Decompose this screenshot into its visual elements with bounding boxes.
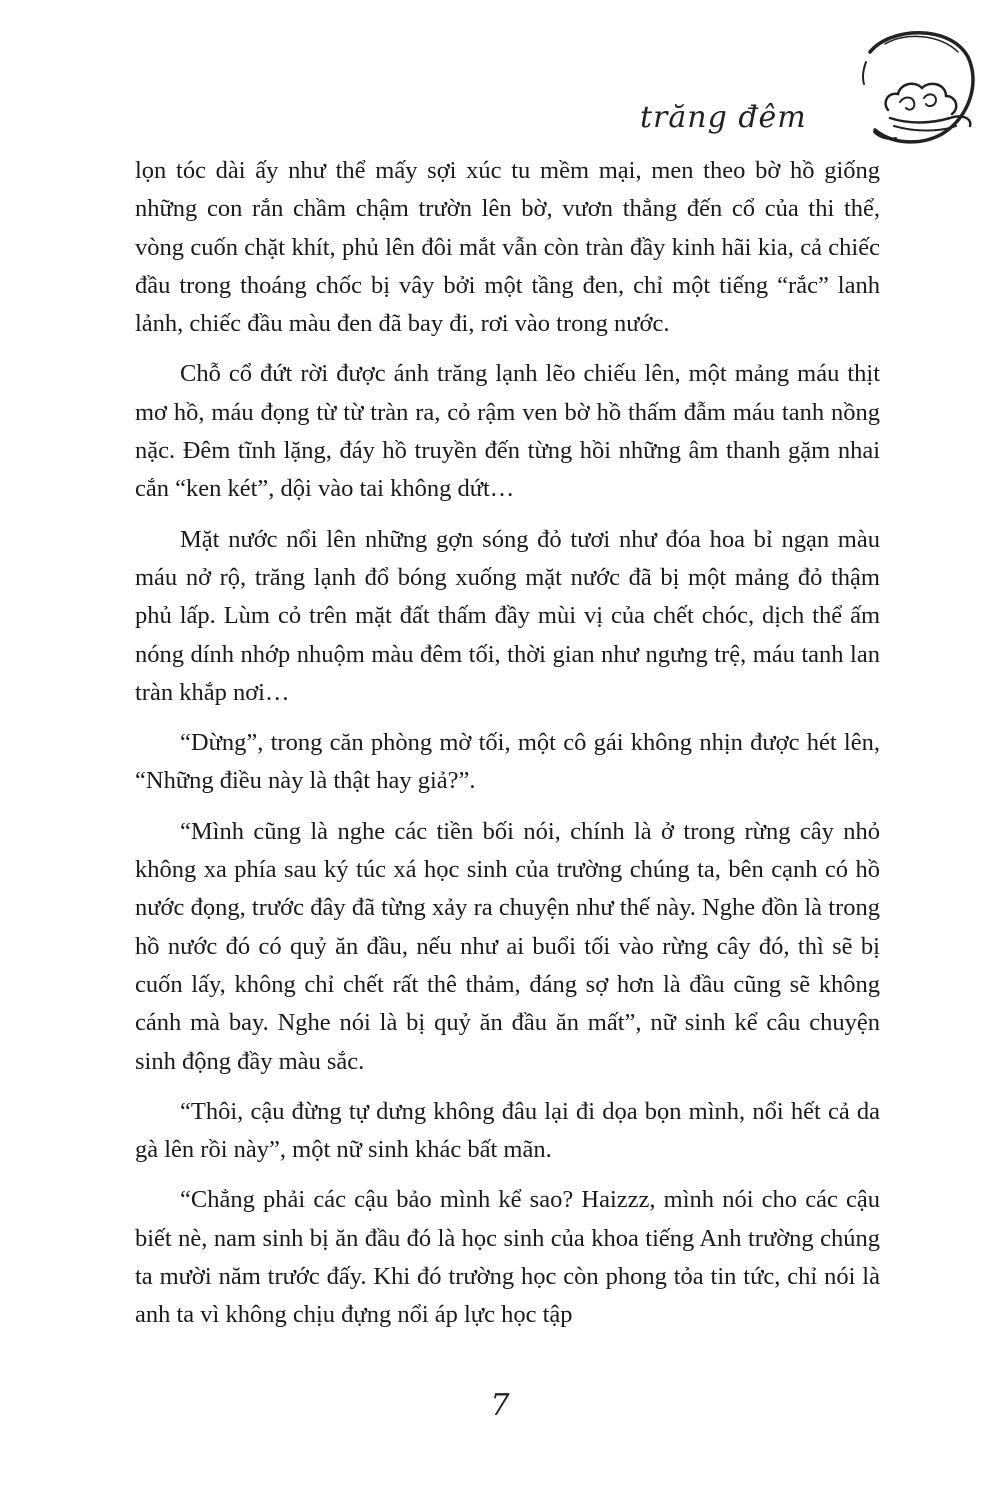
page-number: 7 bbox=[490, 1388, 510, 1423]
paragraph-7: “Chẳng phải các cậu bảo mình kể sao? Haizzz, mình nói cho các cậu biết nè, nam sinh bị ăn đầu đó là học sinh của khoa tiếng Anh trường chúng ta mười năm trước đấy. Khi đó trường học còn phong tỏa tin tức, chỉ nói là anh ta vì không chịu đựng nổi áp lực học tập bbox=[135, 1186, 880, 1329]
paragraph-5: “Mình cũng là nghe các tiền bối nói, chính là ở trong rừng cây nhỏ không xa phía sau ký túc xá học sinh của trường chúng ta, bên cạnh có hồ nước đọng, trước đây đã từng xảy ra chuyện như thế này. Nghe đồn là trong hồ nước đó có quỷ ăn đầu, nếu như ai buổi tối vào rừng cây đó, thì sẽ bị cuốn lấy, không chỉ chết rất thê thảm, đáng sợ hơn là đầu cũng sẽ không cánh mà bay. Nghe nói là bị quỷ ăn đầu ăn mất”, nữ sinh kể câu chuyện sinh động đầy màu sắc. bbox=[135, 817, 880, 1075]
paragraph-6: “Thôi, cậu đừng tự dưng không đâu lại đi dọa bọn mình, nổi hết cả da gà lên rồi này”, một nữ sinh khác bất mãn. bbox=[135, 1097, 880, 1164]
paragraph-1: lọn tóc dài ấy như thể mấy sợi xúc tu mềm mại, men theo bờ hồ giống những con rắn chầm chậm trườn lên bờ, vươn thẳng đến cổ của thi thể, vòng cuốn chặt khít, phủ lên đôi mắt vẫn còn tràn đầy kinh hãi kia, cả chiếc đầu trong thoáng chốc bị vây bởi một tầng đen, chỉ một tiếng “rắc” lanh lảnh, chiếc đầu màu đen đã bay đi, rơi vào trong nước. bbox=[135, 157, 880, 338]
header-title: trăng đêm bbox=[640, 100, 807, 135]
paragraph-3: Mặt nước nổi lên những gợn sóng đỏ tươi như đóa hoa bỉ ngạn màu máu nở rộ, trăng lạnh đổ bóng xuống mặt nước đã bị một mảng đỏ thậm phủ lấp. Lùm cỏ trên mặt đất thấm đầy mùi vị của chết chóc, dịch thể ấm nóng dính nhớp nhuộm màu đêm tối, thời gian như ngưng trệ, máu tanh lan tràn khắp nơi… bbox=[135, 525, 880, 706]
page-body bbox=[135, 152, 880, 1347]
cloud-emblem-icon bbox=[830, 22, 980, 152]
running-header bbox=[640, 22, 980, 152]
paragraph-2: Chỗ cổ đứt rời được ánh trăng lạnh lẽo chiếu lên, một mảng máu thịt mơ hồ, máu đọng từ từ tràn ra, cỏ rậm ven bờ hồ thấm đẫm máu tanh nồng nặc. Đêm tĩnh lặng, đáy hồ truyền đến từng hồi những âm thanh gặm nhai cắn “ken két”, dội vào tai không dứt… bbox=[135, 360, 880, 503]
paragraph-4: “Dừng”, trong căn phòng mờ tối, một cô gái không nhịn được hét lên, “Những điều này là thật hay giả?”. bbox=[135, 729, 880, 795]
